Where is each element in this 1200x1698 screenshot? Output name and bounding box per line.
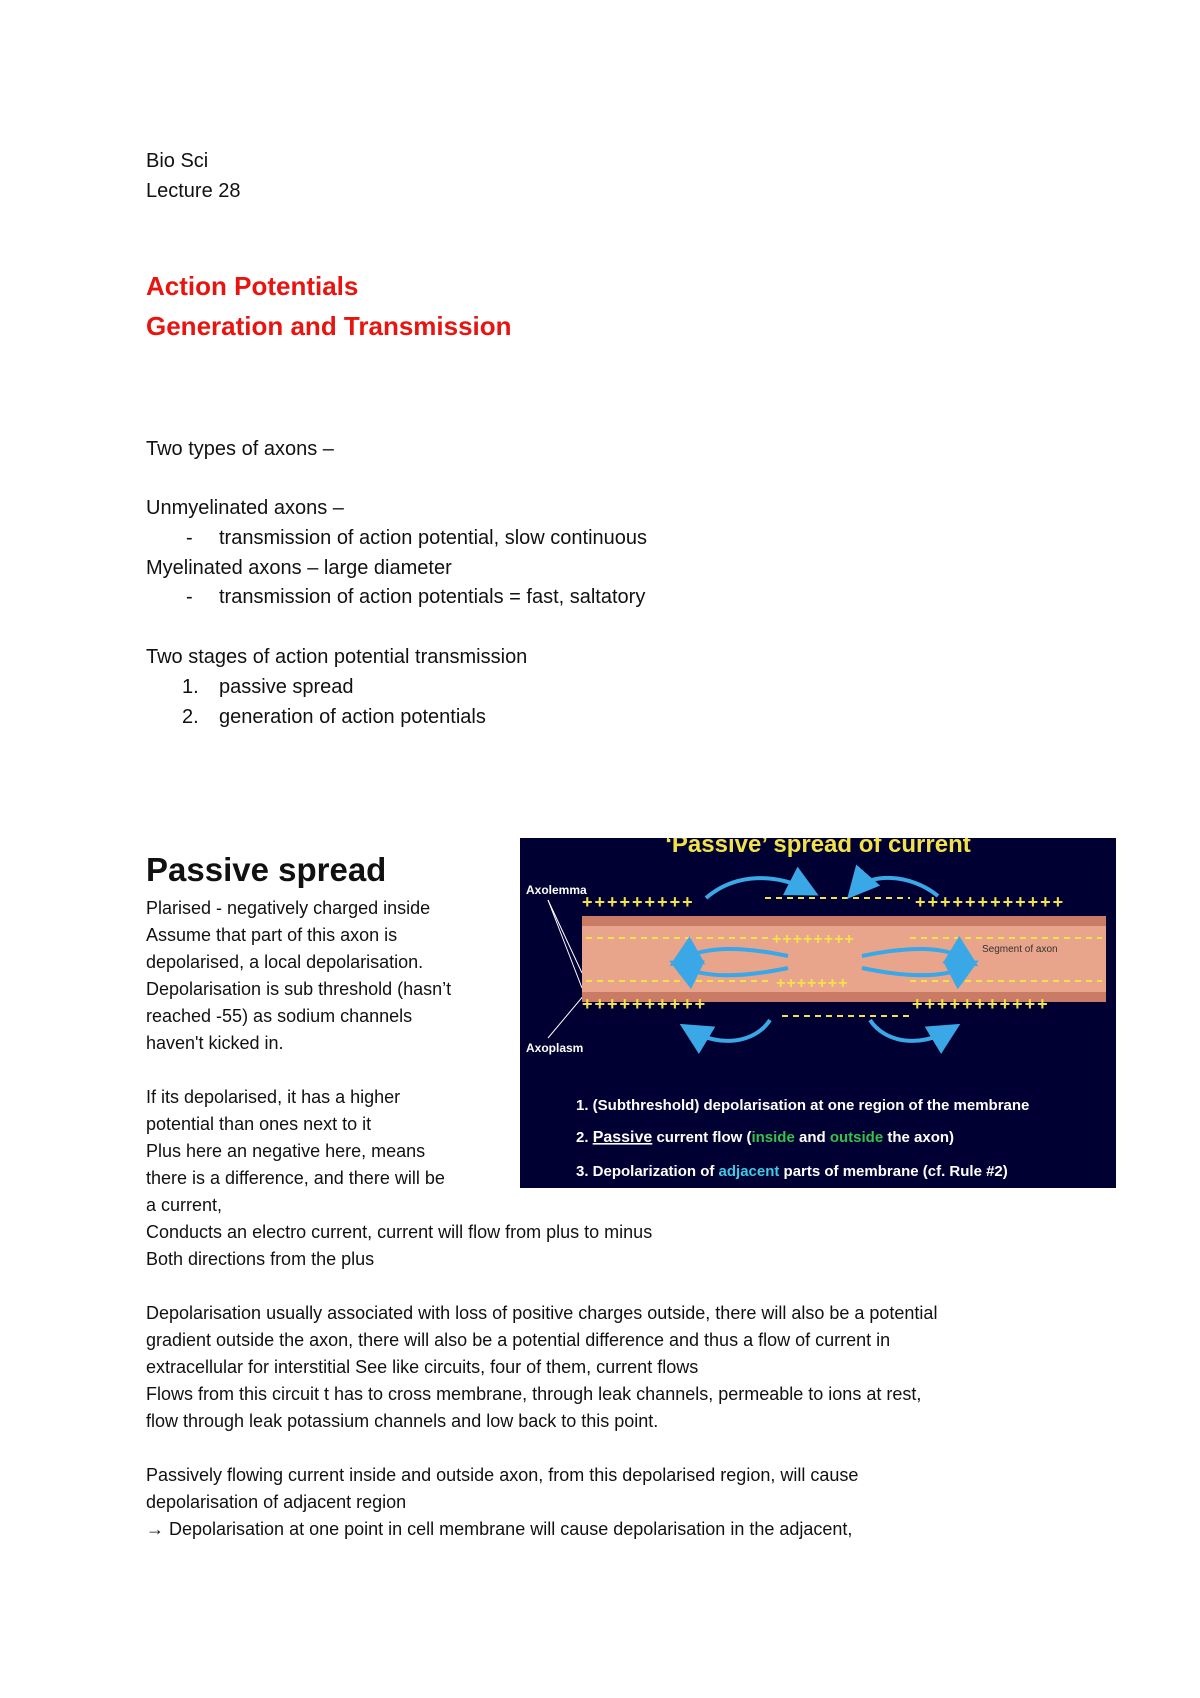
lecture-label: Lecture 28 [146, 180, 241, 202]
passive-line: Both directions from the plus [146, 1249, 375, 1269]
stage-number: 2. [182, 706, 199, 728]
passive-paragraph-line: flow through leak potassium channels and low back to this point. [146, 1411, 659, 1431]
passive-line: Depolarisation is sub threshold (hasn’t [146, 979, 452, 999]
stage-item: passive spread [219, 676, 354, 698]
myelinated-bullet: - [186, 586, 193, 608]
course-label: Bio Sci [146, 150, 209, 172]
passive-line: depolarised, a local depolarisation. [146, 952, 424, 972]
slide-title: ‘Passive’ spread of current [665, 838, 971, 858]
unmyelinated-heading: Unmyelinated axons – [146, 497, 344, 519]
passive-paragraph-line: Depolarisation usually associated with loss of positive charges outside, there will also be a potential [146, 1303, 938, 1323]
passive-spread-slide [520, 838, 1116, 1188]
pointer-line [548, 900, 582, 973]
passive-line: haven't kicked in. [146, 1033, 284, 1053]
slide-item-2: 2. Passive current flow (inside and outside the axon) [576, 1129, 955, 1146]
pointer-line [548, 900, 582, 988]
myelinated-heading: Myelinated axons – large diameter [146, 557, 452, 579]
axoplasm-label: Axoplasm [526, 1041, 584, 1055]
slide-diagram [520, 838, 1116, 1188]
passive-line: a current, [146, 1195, 223, 1215]
plus-charges-bottom-left: ++++++++++ [582, 994, 708, 1014]
passive-line: reached -55) as sodium channels [146, 1006, 413, 1026]
passive-line: Conducts an electro current, current will flow from plus to minus [146, 1222, 653, 1242]
stages-heading: Two stages of action potential transmission [146, 646, 528, 668]
passive-paragraph-line: Flows from this circuit t has to cross membrane, through leak channels, permeable to ions at rest, [146, 1384, 922, 1404]
axolemma-label: Axolemma [526, 883, 587, 897]
upper-membrane [582, 916, 1106, 926]
plus-charges-top-left: +++++++++ [582, 892, 695, 912]
page-title: Action Potentials [146, 271, 359, 301]
passive-line: If its depolarised, it has a higher [146, 1087, 401, 1107]
passive-line: Plarised - negatively charged inside [146, 898, 431, 918]
passive-paragraph-line: extracellular for interstitial See like circuits, four of them, current flows [146, 1357, 699, 1377]
current-arrow-icon [690, 1020, 770, 1041]
plus-charges-top-right: ++++++++++++ [915, 892, 1066, 912]
passive-paragraph-line: depolarisation of adjacent region [146, 1492, 407, 1512]
axons-intro: Two types of axons – [146, 438, 334, 460]
passive-paragraph-line: Passively flowing current inside and outside axon, from this depolarised region, will cause [146, 1465, 859, 1485]
plus-charges-inner-bottom: +++++++ [776, 975, 849, 992]
segment-label: Segment of axon [982, 944, 1058, 955]
unmyelinated-point: transmission of action potential, slow continuous [219, 527, 648, 549]
unmyelinated-bullet: - [186, 527, 193, 549]
slide-item-1: 1. (Subthreshold) depolarisation at one region of the membrane [576, 1097, 1030, 1114]
page-subtitle: Generation and Transmission [146, 311, 512, 341]
passive-line: Plus here an negative here, means [146, 1141, 426, 1161]
plus-charges-bottom-right: +++++++++++ [912, 994, 1050, 1014]
slide-item-3: 3. Depolarization of adjacent parts of membrane (cf. Rule #2) [576, 1163, 1008, 1180]
myelinated-point: transmission of action potentials = fast, saltatory [219, 586, 646, 608]
plus-charges-inner-top: ++++++++ [772, 931, 855, 948]
passive-paragraph-line: → Depolarisation at one point in cell membrane will cause depolarisation in the adjacent, [146, 1519, 853, 1539]
current-arrow-icon [706, 878, 808, 898]
current-arrow-icon [870, 1020, 950, 1041]
section-heading-passive-spread: Passive spread [146, 851, 387, 888]
passive-paragraph-line: gradient outside the axon, there will also be a potential difference and thus a flow of current in [146, 1330, 891, 1350]
passive-line: potential than ones next to it [146, 1114, 372, 1134]
passive-line: Assume that part of this axon is [146, 925, 398, 945]
passive-line: there is a difference, and there will be [146, 1168, 445, 1188]
stage-item: generation of action potentials [219, 706, 486, 728]
stage-number: 1. [182, 676, 199, 698]
